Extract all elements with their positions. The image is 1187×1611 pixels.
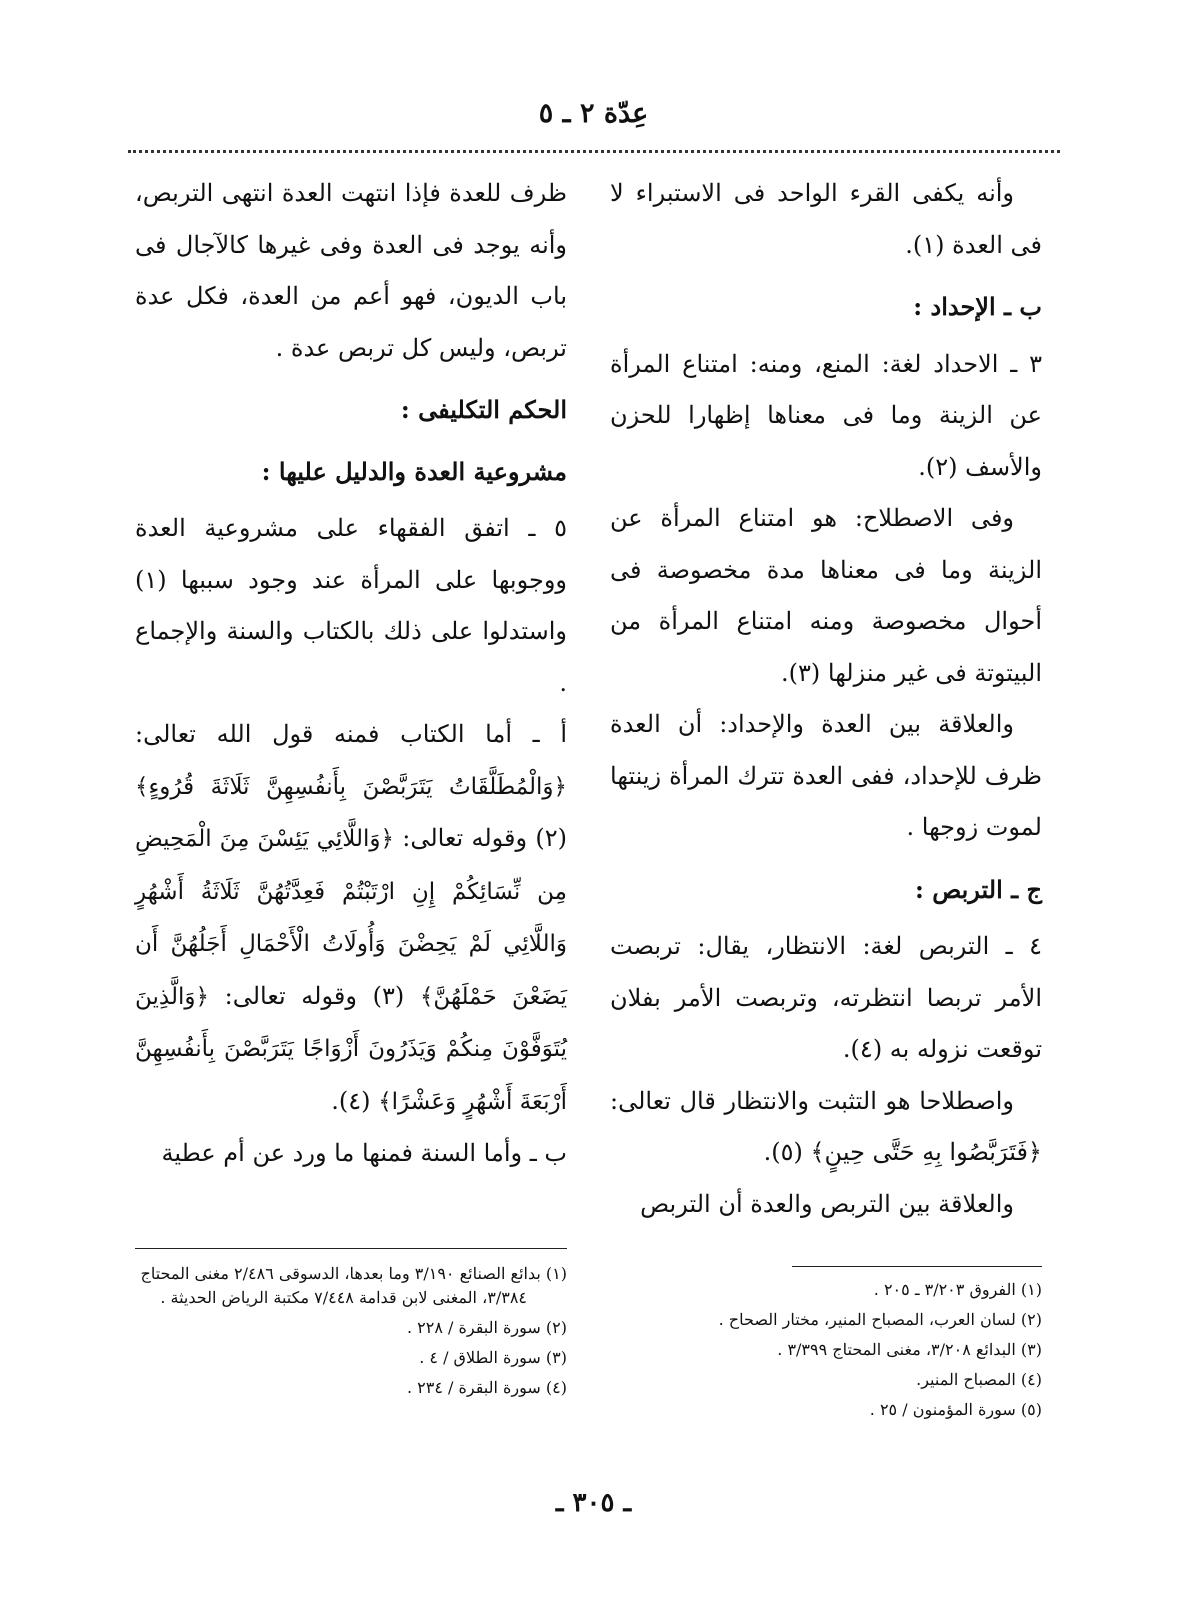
heading-tarabbus: ج ـ التربص : [915,874,1042,904]
paragraph-ihdad-relation: والعلاقة بين العدة والإحداد: أن العدة ظرف للإحداد، ففى العدة تترك المرأة زينتها لموت زوجها . [610,710,1042,841]
footnote: (٤) سورة البقرة / ٢٣٤ . [406,1378,567,1397]
footnote: (٣) سورة الطلاق / ٤ . [419,1348,567,1367]
page-number: ـ ٣٠٥ ـ [555,1488,632,1518]
paragraph-ihdad-istilah: وفى الاصطلاح: هو امتناع المرأة عن الزينة وما فى معناها مدة مخصوصة فى أحوال مخصوصة ومنه امتناع المرأة من البيتوتة فى غير منزلها (٣). [610,504,1042,687]
footnote-rule-left [135,1248,567,1249]
footnote: (٢) لسان العرب، المصباح المنير، مختار الصحاح . [718,1310,1042,1329]
left-column [135,168,567,1180]
footnote: (٢) سورة البقرة / ٢٢٨ . [406,1318,567,1337]
header-dotted-rule [128,150,1060,153]
right-column [610,168,1042,1230]
quran-verse-baqara-234: ﴿وَالَّذِينَ يُتَوَفَّوْنَ مِنكُمْ وَيَذَرُونَ أَزْوَاجًا يَتَرَبَّصْنَ بِأَنفُسِهِنَّ أَرْبَعَةَ أَشْهُرٍ وَعَشْرًا﴾ [135,983,567,1115]
paragraph-tarabbus-relation: والعلاقة بين التربص والعدة أن التربص [640,1189,1014,1218]
paragraph-tarabbus-lugha: ٤ ـ التربص لغة: الانتظار، يقال: تربصت الأمر تربصا انتظرته، وتربصت الأمر بفلان توقعت نزوله به (٤). [610,932,1042,1063]
kitab-ref-3: (٣) وقوله تعالى: [208,981,405,1010]
kitab-ref-2: (٢) وقوله تعالى: [393,824,567,852]
footnote: (٤) المصباح المنير. [916,1370,1042,1389]
paragraph-kitab [135,709,567,1128]
footnote: (١) بدائع الصنائع ٣/١٩٠ وما بعدها، الدسوقى ٢/٤٨٦ مغنى المحتاج ٣/٣٨٤، المغنى لابن قدامة ٧/٤٤٨ مكتبة الرياض الحديثة . [140,1264,567,1307]
footnote: (١) الفروق ٣/٢٠٣ ـ ٢٠٥ . [873,1280,1042,1299]
kitab-intro: أ ـ أما الكتاب فمنه قول الله تعالى: [135,720,567,748]
footnotes-left [135,1262,567,1406]
paragraph-ittifaq: ٥ ـ اتفق الفقهاء على مشروعية العدة ووجوبها على المرأة عند وجود سببها (١) واستدلوا على ذلك بالكتاب والسنة والإجماع . [135,514,567,697]
kitab-ref-4: (٤). [331,1086,371,1115]
paragraph-sunna: ب ـ وأما السنة فمنها ما ورد عن أم عطية [161,1139,567,1167]
paragraph-tarabbus-continued: ظرف للعدة فإذا انتهت العدة انتهى التربص، وأنه يوجد فى العدة وفى غيرها كالآجال فى باب الديون، فهو أعم من العدة، فكل عدة تربص، وليس كل تربص عدة . [135,179,568,362]
footnotes-right [610,1278,1042,1428]
footnote-rule-right [792,1266,1042,1267]
footnote: (٣) البدائع ٣/٢٠٨، مغنى المحتاج ٣/٣٩٩ . [777,1340,1042,1359]
footnote: (٥) سورة المؤمنون / ٢٥ . [869,1400,1042,1419]
paragraph-tarabbus-istilah: واصطلاحا هو التثبت والانتظار قال تعالى: ﴿فَتَرَبَّصُوا بِهِ حَتَّى حِينٍ﴾ (٥). [610,1086,1042,1166]
paragraph-ihdad-lugha: ٣ ـ الاحداد لغة: المنع، ومنه: امتناع المرأة عن الزينة وما فى معناها إظهارا للحزن والأسف (٢). [610,349,1042,481]
running-header-title: عِدّة ٢ ـ ٥ [538,98,649,129]
heading-hukm-taklifi: الحكم التكليفى : [400,395,567,424]
heading-ihdad: ب ـ الإحداد : [913,292,1042,321]
paragraph-istibra: وأنه يكفى القرء الواحد فى الاستبراء لا فى العدة (١). [610,179,1042,259]
quran-verse-baqara-228: ﴿وَالْمُطَلَّقَاتُ يَتَرَبَّصْنَ بِأَنفُسِهِنَّ ثَلَاثَةَ قُرُوءٍ﴾ [135,773,567,800]
quran-verse-talaq-4: ﴿وَاللَّائِي يَئِسْنَ مِنَ الْمَحِيضِ مِن نِّسَائِكُمْ إِنِ ارْتَبْتُمْ فَعِدَّتُهُنَّ ثَلَاثَةُ أَشْهُرٍ وَاللَّائِي لَمْ يَحِضْنَ وَأُولَاتُ الْأَحْمَالِ أَجَلُهُنَّ أَن يَضَعْنَ حَمْلَهُنَّ﴾ [135,826,567,1010]
heading-mashruiyya: مشروعية العدة والدليل عليها : [261,456,567,486]
